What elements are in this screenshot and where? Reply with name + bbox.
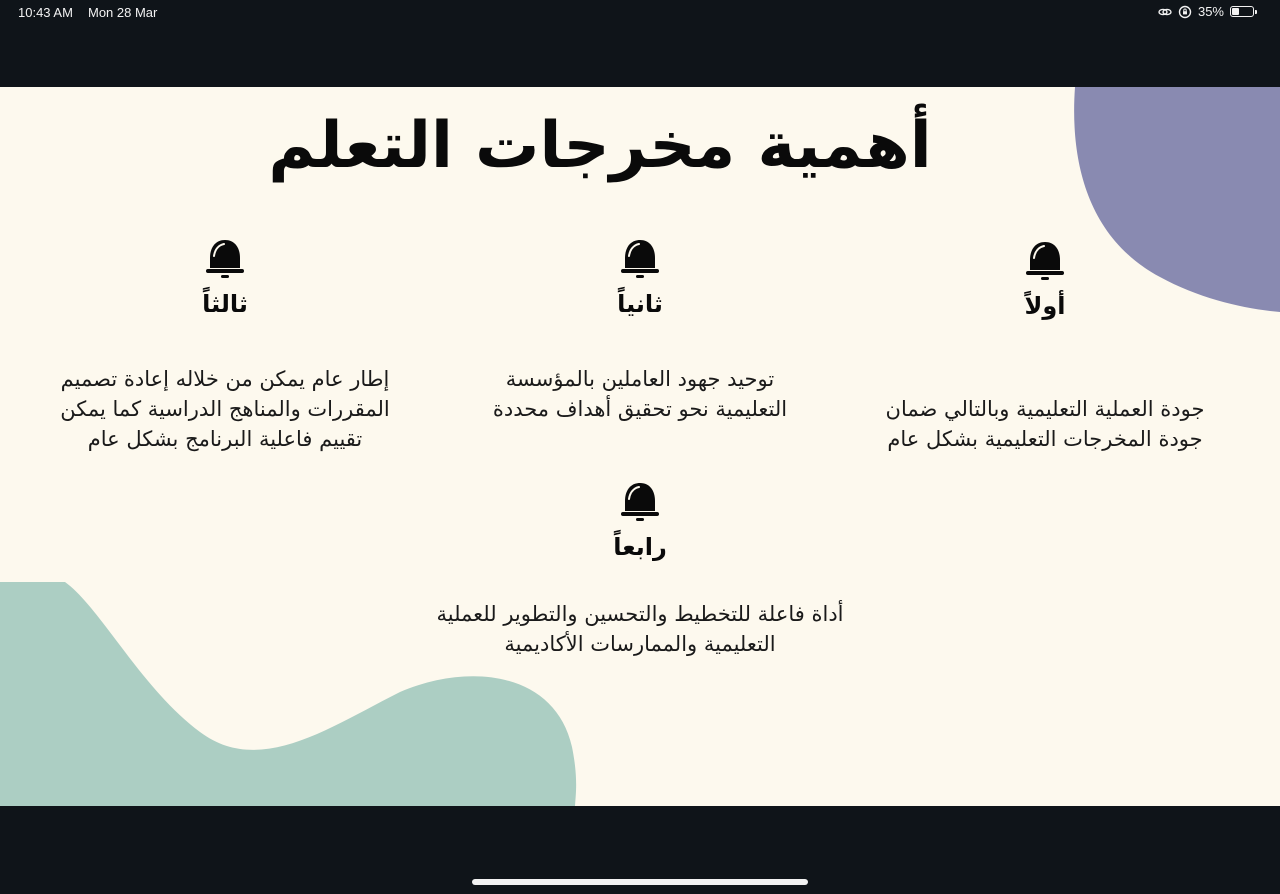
- bell-icon: [617, 236, 663, 282]
- point-text: إطار عام يمكن من خلاله إعادة تصميم المقررات والمناهج الدراسية كما يمكن تقييم فاعلية البرنامج بشكل عام: [60, 367, 390, 451]
- battery-icon: [1230, 6, 1254, 17]
- point-heading: أولاً: [1024, 292, 1066, 320]
- battery-fill: [1232, 8, 1239, 15]
- link-icon: [1158, 5, 1172, 19]
- point-text: أداة فاعلة للتخطيط والتحسين والتطوير للعملية التعليمية والممارسات الأكاديمية: [436, 602, 844, 656]
- home-indicator[interactable]: [472, 879, 808, 885]
- status-time: 10:43 AM: [18, 5, 73, 20]
- point-second: [580, 236, 700, 318]
- point-fourth: [580, 479, 700, 561]
- lock-rotation-icon: [1178, 5, 1192, 19]
- point-text: جودة العملية التعليمية وبالتالي ضمان جودة المخرجات التعليمية بشكل عام: [885, 397, 1205, 451]
- status-bar: [0, 0, 1280, 26]
- point-first: [985, 238, 1105, 320]
- bell-icon: [1022, 238, 1068, 284]
- point-heading: ثالثاً: [202, 290, 248, 318]
- bell-icon: [202, 236, 248, 282]
- bell-icon: [617, 479, 663, 525]
- point-heading: ثانياً: [617, 290, 663, 318]
- point-third: [165, 236, 285, 318]
- presentation-slide: [0, 87, 1280, 806]
- status-date: Mon 28 Mar: [88, 5, 158, 20]
- battery-percent: 35%: [1197, 4, 1224, 19]
- slide-title: أهمية مخرجات التعلم: [268, 109, 932, 183]
- point-text: توحيد جهود العاملين بالمؤسسة التعليمية نحو تحقيق أهداف محددة: [492, 367, 788, 421]
- status-indicators: [1158, 4, 1254, 19]
- point-heading: رابعاً: [613, 533, 667, 561]
